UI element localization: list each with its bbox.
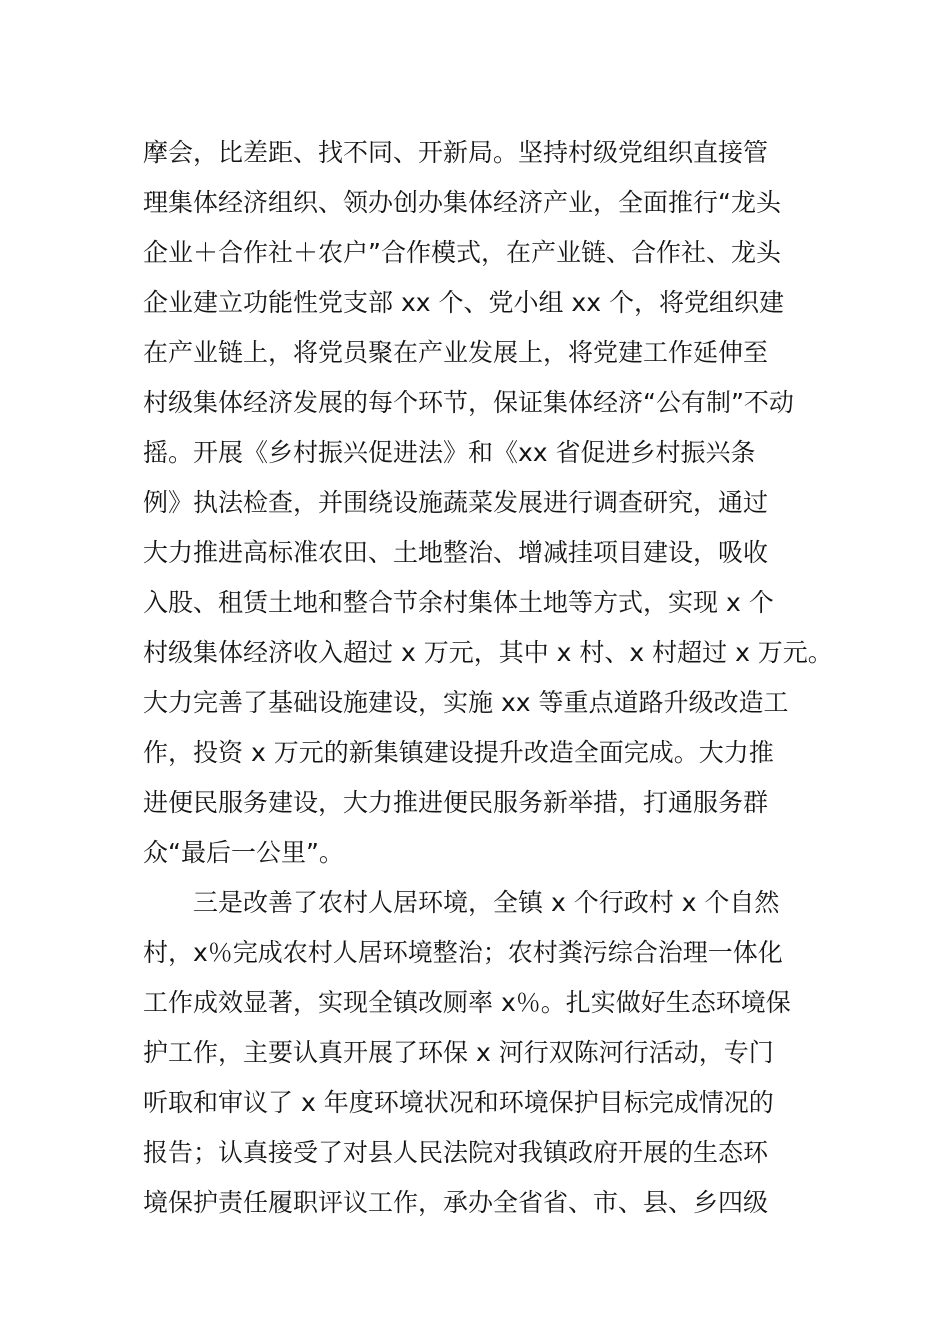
text-line: 摇。开展《乡村振兴促进法》和《xx 省促进乡村振兴条 — [143, 438, 756, 467]
text-line: 村级集体经济发展的每个环节，保证集体经济“公有制”不动 — [143, 388, 794, 417]
text-line: 作，投资 x 万元的新集镇建设提升改造全面完成。大力推 — [143, 738, 774, 767]
paragraph-start-line: 三是改善了农村人居环境，全镇 x 个行政村 x 个自然 — [193, 888, 780, 917]
text-line: 众“最后一公里”。 — [143, 838, 344, 867]
text-line: 大力推进高标准农田、土地整治、增减挂项目建设，吸收 — [143, 538, 769, 567]
text-line: 大力完善了基础设施建设，实施 xx 等重点道路升级改造工 — [143, 688, 789, 717]
text-line: 入股、租赁土地和整合节余村集体土地等方式，实现 x 个 — [143, 588, 774, 617]
text-line: 村级集体经济收入超过 x 万元，其中 x 村、x 村超过 x 万元。 — [143, 638, 833, 667]
text-line: 进便民服务建设，大力推进便民服务新举措，打通服务群 — [143, 788, 769, 817]
text-line: 听取和审议了 x 年度环境状况和环境保护目标完成情况的 — [143, 1088, 774, 1117]
text-line: 境保护责任履职评议工作，承办全省省、市、县、乡四级 — [143, 1188, 769, 1217]
text-line: 报告；认真接受了对县人民法院对我镇政府开展的生态环 — [143, 1138, 769, 1167]
body-text — [143, 128, 833, 1228]
text-line: 工作成效显著，实现全镇改厕率 x％。扎实做好生态环境保 — [143, 988, 791, 1017]
text-line: 例》执法检查，并围绕设施蔬菜发展进行调查研究，通过 — [143, 488, 769, 517]
text-line: 理集体经济组织、领办创办集体经济产业，全面推行“龙头 — [143, 188, 781, 217]
text-line: 护工作，主要认真开展了环保 x 河行双陈河行活动，专门 — [143, 1038, 774, 1067]
text-line: 企业＋合作社＋农户”合作模式，在产业链、合作社、龙头 — [143, 238, 781, 267]
text-line: 企业建立功能性党支部 xx 个、党小组 xx 个，将党组织建 — [143, 288, 784, 317]
text-line: 村，x％完成农村人居环境整治；农村粪污综合治理一体化 — [143, 938, 783, 967]
text-line: 摩会，比差距、找不同、开新局。坚持村级党组织直接管 — [143, 138, 769, 167]
text-line: 在产业链上，将党员聚在产业发展上，将党建工作延伸至 — [143, 338, 769, 367]
